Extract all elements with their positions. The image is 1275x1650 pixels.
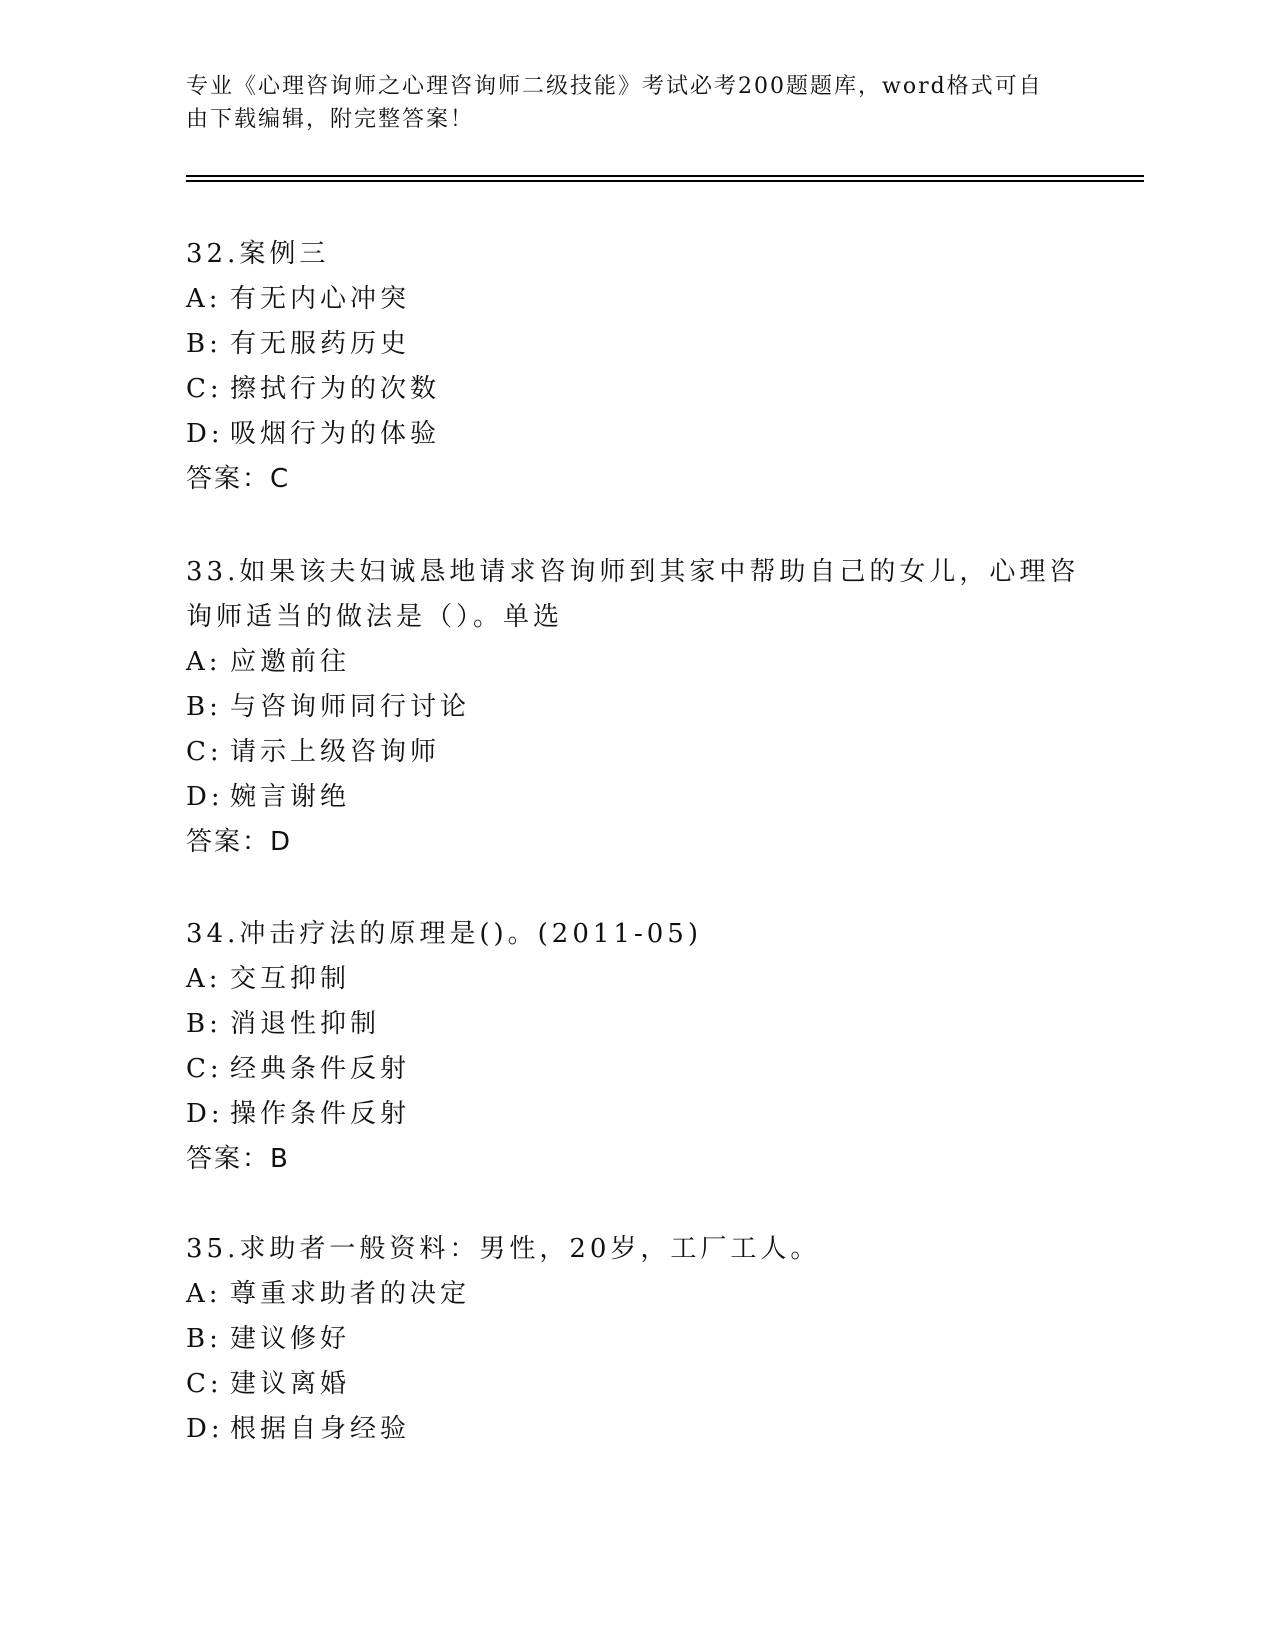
- option-text: 经典条件反射: [230, 1054, 411, 1084]
- option-letter: A:: [186, 284, 222, 314]
- option-text: 操作条件反射: [230, 1099, 411, 1129]
- option-d: [186, 1092, 1086, 1137]
- option-b: [186, 1002, 1086, 1047]
- question-stem: 34.冲击疗法的原理是()。(2011-05): [186, 919, 702, 949]
- option-letter: D:: [186, 1099, 224, 1129]
- option-text: 请示上级咨询师: [230, 737, 441, 767]
- option-text: 尊重求助者的决定: [230, 1279, 471, 1309]
- question-stem: 33.如果该夫妇诚恳地请求咨询师到其家中帮助自己的女儿，心理咨询师适当的做法是（）。单选: [186, 557, 1080, 632]
- question-32: [186, 232, 1086, 502]
- option-c: [186, 730, 1086, 775]
- option-letter: B:: [186, 1324, 222, 1354]
- document-header: 专业《心理咨询师之心理咨询师二级技能》考试必考200题题库，word格式可自由下载编辑，附完整答案！: [186, 74, 1043, 132]
- header-divider-bottom: [186, 180, 1144, 182]
- option-text: 建议修好: [230, 1324, 351, 1354]
- option-b: [186, 1317, 1086, 1362]
- header-divider-top: [186, 175, 1144, 177]
- option-text: 交互抑制: [230, 964, 351, 994]
- option-text: 与咨询师同行讨论: [230, 692, 471, 722]
- question-stem: 35.求助者一般资料：男性，20岁，工厂工人。: [186, 1234, 821, 1264]
- option-letter: C:: [186, 374, 223, 404]
- option-letter: A:: [186, 1279, 222, 1309]
- option-text: 建议离婚: [230, 1369, 351, 1399]
- option-text: 婉言谢绝: [230, 782, 351, 812]
- option-a: [186, 957, 1086, 1002]
- option-letter: A:: [186, 964, 222, 994]
- option-d: [186, 1407, 1086, 1452]
- option-a: [186, 640, 1086, 685]
- option-text: 吸烟行为的体验: [230, 419, 441, 449]
- option-text: 根据自身经验: [230, 1414, 411, 1444]
- option-d: [186, 412, 1086, 457]
- option-text: 擦拭行为的次数: [230, 374, 441, 404]
- option-text: 有无内心冲突: [230, 284, 411, 314]
- option-text: 消退性抑制: [230, 1009, 381, 1039]
- option-text: 有无服药历史: [230, 329, 411, 359]
- option-letter: A:: [186, 647, 222, 677]
- option-letter: C:: [186, 737, 223, 767]
- answer-label: 答案：C: [186, 464, 291, 494]
- answer-label: 答案：D: [186, 827, 293, 857]
- option-text: 应邀前往: [230, 647, 351, 677]
- option-letter: D:: [186, 782, 224, 812]
- option-c: [186, 1362, 1086, 1407]
- option-letter: B:: [186, 1009, 222, 1039]
- option-d: [186, 775, 1086, 820]
- option-letter: B:: [186, 329, 222, 359]
- option-c: [186, 367, 1086, 412]
- option-b: [186, 322, 1086, 367]
- option-a: [186, 1272, 1086, 1317]
- question-35: [186, 1227, 1086, 1452]
- option-b: [186, 685, 1086, 730]
- option-c: [186, 1047, 1086, 1092]
- question-33: [186, 550, 1086, 865]
- question-stem: 32.案例三: [186, 239, 330, 269]
- answer-label: 答案：B: [186, 1144, 290, 1174]
- option-letter: D:: [186, 419, 224, 449]
- option-letter: C:: [186, 1054, 223, 1084]
- option-letter: D:: [186, 1414, 224, 1444]
- option-letter: C:: [186, 1369, 223, 1399]
- question-34: [186, 912, 1086, 1182]
- option-letter: B:: [186, 692, 222, 722]
- option-a: [186, 277, 1086, 322]
